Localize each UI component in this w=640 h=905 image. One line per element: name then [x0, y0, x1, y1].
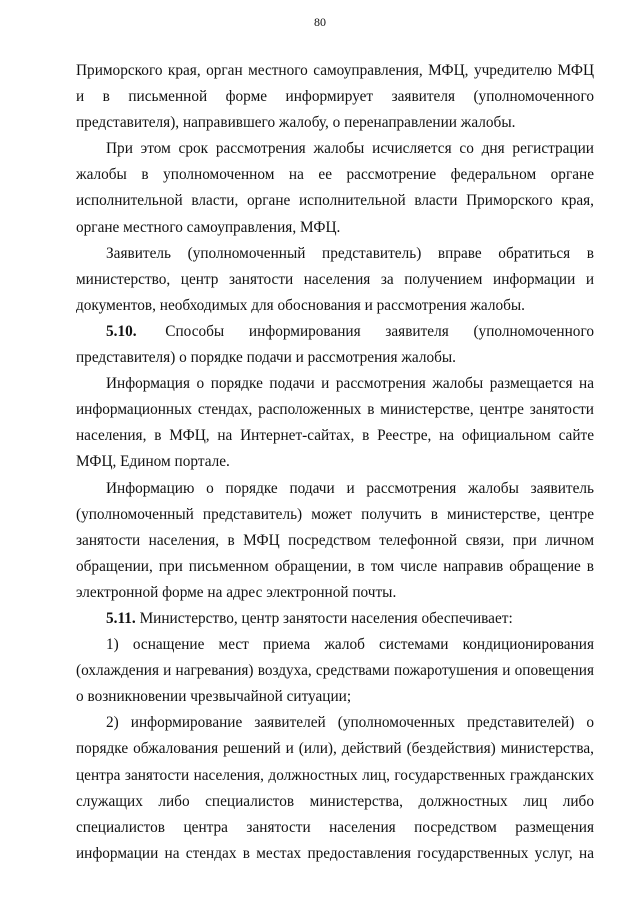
paragraph-review-term: При этом срок рассмотрения жалобы исчисляется со дня регистрации жалобы в уполномоченном на ее рассмотрение федеральном органе исполнительной власти, органе исполнительной власти Приморского края, органе местного самоуправления, МФЦ. — [76, 140, 594, 236]
paragraph-redirect-notice: Приморского края, орган местного самоуправления, МФЦ, учредителю МФЦ и в письменной форме информирует заявителя (уполномоченного представителя), направившего жалобу, о перенаправлении жалобы. — [76, 62, 594, 132]
section-heading-text: Министерство, центр занятости населения обеспечивает: — [139, 609, 513, 627]
document-body — [76, 58, 594, 867]
paragraph-applicant-rights: Заявитель (уполномоченный представитель) вправе обратиться в министерство, центр занятости населения за получением информации и документов, необходимых для обоснования и рассмотрения жалобы. — [76, 244, 594, 314]
section-number: 5.11. — [106, 609, 136, 627]
list-item-1: 1) оснащение мест приема жалоб системами кондиционирования (охлаждения и нагревания) воздуха, средствами пожаротушения и оповещения о возникновении чрезвычайной ситуации; — [76, 636, 594, 706]
section-5-10 — [76, 319, 594, 371]
paragraph-info-channels: Информацию о порядке подачи и рассмотрения жалобы заявитель (уполномоченный представитель) может получить в министерстве, центре занятости населения, в МФЦ посредством телефонной связи, при личном обращении, при письменном обращении, в том числе направив обращение в электронной форме на адрес электронной почты. — [76, 479, 594, 601]
paragraph-info-placement: Информация о порядке подачи и рассмотрения жалобы размещается на информационных стендах, расположенных в министерстве, центре занятости населения, в МФЦ, на Интернет-сайтах, в Реестре, на официальном сайте МФЦ, Едином портале. — [76, 375, 594, 471]
section-number: 5.10. — [106, 322, 137, 340]
section-heading-text: Способы информирования заявителя (уполномоченного представителя) о порядке подачи и рассмотрения жалобы. — [76, 322, 594, 367]
list-item-2: 2) информирование заявителей (уполномоченных представителей) о порядке обжалования решений и (или), действий (бездействия) министерства, центра занятости населения, должностных лиц, государственных гражданских служащих либо специалистов министерства, должностных лиц либо специалистов центра занятости населения посредством размещения информации на стендах в местах предоставления государственных услуг, на — [76, 714, 594, 862]
page-number: 80 — [314, 15, 326, 29]
section-5-11 — [76, 606, 594, 632]
